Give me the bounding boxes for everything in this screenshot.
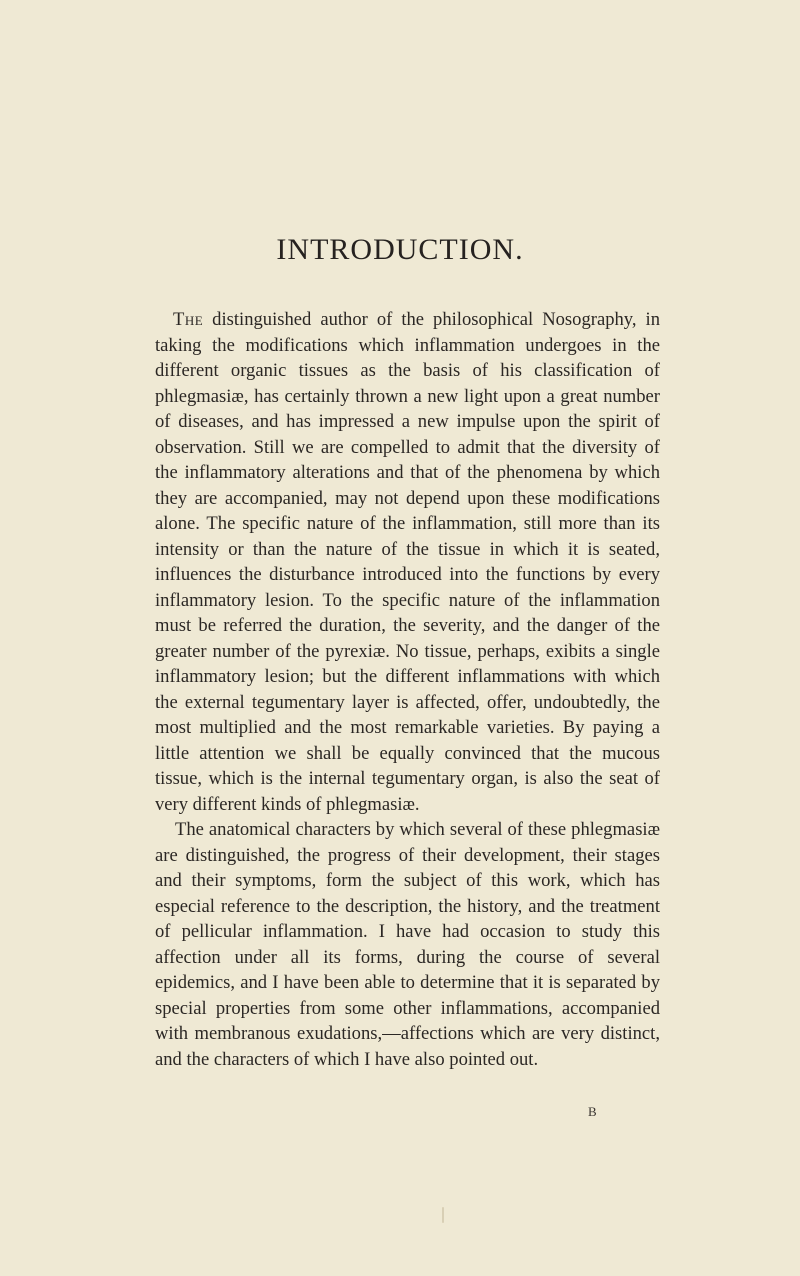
signature-mark: B — [588, 1104, 597, 1119]
body-text — [155, 307, 660, 1072]
paragraph-2: The anatomical characters by which several of these phlegmasiæ are distinguished, the progress of their development, their stages and their symptoms, form the subject of this work, which has especial reference to the description, the history, and the treatment of pellicular inflammation. I have had occasion to study this affection under all its forms, during the course of several epidemics, and I have been able to determine that it is separated by special properties from some other inflammations, accompanied with membranous exudations,—affections which are very distinct, and the characters of which I have also pointed out. — [155, 819, 660, 1070]
page-title: INTRODUCTION. — [276, 233, 524, 266]
paper-mark — [442, 1207, 444, 1223]
paragraph-1-text: distinguished author of the philosophical Nosography, in taking the modifications which inflammation undergoes in the different organic tissues as the basis of his classification of phlegmasiæ, has certainly thrown a new light upon a great number of diseases, and has impressed a new impulse upon the spirit of observation. Still we are compelled to admit that the diversity of the inflammatory alterations and that of the phenomena by which they are accompanied, may not depend upon these modifications alone. The specific nature of the inflammation, still more than its intensity or than the nature of the tissue in which it is seated, influences the disturbance introduced into the functions by every inflammatory lesion. To the specific nature of the inflammation must be referred the duration, the severity, and the danger of the greater number of the pyrexiæ. No tissue, perhaps, exibits a single inflammatory lesion; but the different inflammations with which the external tegumentary layer is affected, offer, undoubtedly, the most multiplied and the most remarkable varieties. By paying a little attention we shall be equally convinced that the mucous tissue, which is the internal tegumentary organ, is also the seat of very different kinds of phlegmasiæ. — [155, 309, 660, 815]
paragraph-1 — [155, 307, 660, 817]
paragraph-lead-word: The — [173, 309, 204, 330]
